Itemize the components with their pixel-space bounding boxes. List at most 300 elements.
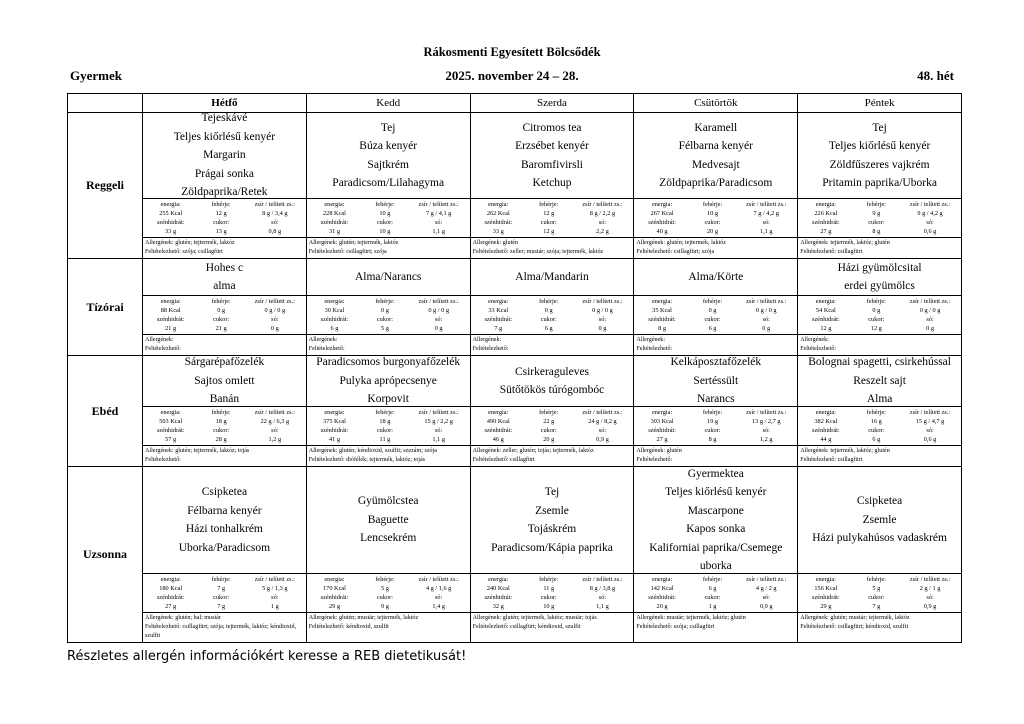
carb-value: 8 g [658,325,666,332]
possible-label: Feltételezhető: [800,457,837,463]
meal-row [68,467,962,643]
possible-allergen-line [309,456,468,465]
fat-label: zsír / telített zs.: [746,298,787,305]
salt-label: só: [434,594,443,601]
food-list [143,356,306,406]
meal-name: Tízórai [68,259,143,356]
possible-allergen-line [636,248,795,257]
food-item: Gyermektea [687,467,744,480]
fat-label: zsír / telített zs.: [418,298,459,305]
protein-value: 11 g [543,585,555,592]
carb-value: 32 g [492,603,504,610]
possible-label: Feltételezhető: [308,346,345,352]
possible-allergen-line [309,623,468,632]
corner-cell [68,94,143,113]
carb-label: szénhidrát: [156,427,185,434]
salt-value: 1,1 g [759,228,773,235]
energy-value: 156 Kcal [814,585,838,592]
salt-label: só: [762,594,770,601]
nutrition-grid [143,406,306,445]
fat-label: zsír / telített zs.: [909,409,951,416]
energy-label: energia: [160,201,181,208]
food-item: Lencsekrém [360,532,417,545]
carb-label: szénhidrát: [320,219,349,226]
allergen-info [798,237,961,258]
possible-label: Feltételezhető: [800,346,837,352]
food-item: Medvesajt [691,158,740,171]
sugar-label: cukor: [540,316,557,323]
fat-value: 0 g / 0 g [592,307,613,314]
salt-value: 0,6 g [923,436,937,443]
menu-cell [306,259,470,356]
protein-label: fehérje: [539,409,559,416]
fat-label: zsír / telített zs.: [254,201,295,208]
allergen-label: Allergének: [472,337,502,343]
meal-row [68,113,962,259]
salt-value: 0 g [434,325,443,332]
carb-label: szénhidrát: [812,427,840,434]
energy-value: 180 Kcal [159,585,183,592]
allergen-info [307,445,470,466]
energy-value: 267 Kcal [650,210,674,217]
energy-value: 255 Kcal [159,210,183,217]
carb-label: szénhidrát: [648,427,676,434]
nutrition-grid [798,406,961,445]
food-item: Csipketea [201,486,248,498]
protein-label: fehérje: [375,201,395,208]
carb-value: 12 g [820,325,832,332]
salt-value: 0 g [598,325,607,332]
food-item: Alma/Narancs [354,270,422,283]
allergen-label: Allergének: [308,337,338,343]
food-list [634,259,797,295]
possible-value: csillagfürt; szója [346,249,387,255]
sugar-value: 7 g [217,603,226,610]
salt-value: 0,9 g [596,436,609,443]
meal-row [68,259,962,356]
allergen-label: Allergének: [800,448,829,454]
sugar-label: cukor: [704,427,721,434]
allergen-line [145,239,304,248]
energy-label: energia: [488,201,509,208]
energy-value: 375 Kcal [323,418,346,425]
allergen-info [143,237,306,258]
food-item: Pritamin paprika/Uborka [822,177,937,189]
allergen-value: tejtermék, laktóz; glutén [830,448,890,454]
carb-value: 20 g [656,603,668,610]
allergen-label: Allergének: [472,448,502,454]
menu-cell [306,467,470,643]
possible-label: Feltételezhető: [800,624,837,630]
carb-value: 31 g [328,228,340,235]
carb-label: szénhidrát: [320,594,349,601]
meal-name: Reggeli [68,113,143,259]
allergen-info [143,334,306,355]
energy-value: 240 Kcal [486,585,510,592]
nutrition-grid [471,573,634,612]
menu-cell [470,113,634,259]
energy-label: energia: [651,409,673,416]
allergen-value: glutén; tejtermék, laktóz [666,240,726,246]
carb-label: szénhidrát: [648,316,676,323]
carb-label: szénhidrát: [812,594,840,601]
footer-note: Részletes allergén információkért keresse a REB dietetikusát! [67,649,467,664]
carb-label: szénhidrát: [156,219,185,226]
allergen-line [636,336,795,345]
protein-label: fehérje: [539,298,559,305]
salt-value: 1,2 g [268,436,282,443]
salt-label: só: [434,427,443,434]
allergen-label: Allergének: [308,448,338,454]
possible-allergen-line [473,345,632,354]
energy-label: energia: [160,298,181,305]
allergen-value: zeller; glutén; tojás; tejtermék, laktóz [502,448,594,454]
allergen-line [309,447,468,456]
salt-value: 0,8 g [268,228,282,235]
nutrition-grid [143,295,306,334]
sugar-label: cukor: [376,219,393,226]
menu-cell [798,467,962,643]
possible-value: csillagfürt [510,457,535,463]
energy-label: energia: [815,409,836,416]
possible-label: Feltételezhető: [308,624,345,630]
allergen-line [800,239,959,248]
carb-value: 27 g [165,603,177,610]
menu-cell [306,356,470,467]
protein-label: fehérje: [375,576,395,583]
food-item: Margarin [203,149,246,162]
allergen-info [307,237,470,258]
protein-value: 7 g [217,585,226,592]
sugar-label: cukor: [704,219,721,226]
food-list [143,259,306,295]
food-item: Sajtos omlett [194,374,255,387]
allergen-value: glutén [666,448,682,454]
salt-value: 1,1 g [432,228,445,235]
energy-value: 142 Kcal [650,585,674,592]
allergen-line [309,336,468,345]
carb-value: 27 g [820,228,832,235]
food-item: Baromfivirsli [521,158,583,171]
sugar-value: 28 g [215,436,227,443]
protein-label: fehérje: [211,298,231,305]
nutrition-grid [471,198,634,237]
allergen-label: Allergének: [472,240,502,246]
carb-label: szénhidrát: [484,427,513,434]
food-item: Teljes kiőrlésű kenyér [828,140,931,152]
nutrition-grid [798,198,961,237]
possible-label: Feltételezhető: [145,346,181,352]
salt-value: 1 g [270,603,279,610]
possible-value: kéndioxid, szulfit [346,624,389,630]
fat-value: 15 g / 2,2 g [424,418,453,425]
carb-label: szénhidrát: [320,427,349,434]
allergen-info [634,612,797,633]
food-item: Kaliforniai paprika/Csemege [649,541,783,554]
sugar-label: cukor: [213,427,230,434]
carb-label: szénhidrát: [648,594,676,601]
food-item: Baguette [367,513,409,526]
possible-allergen-line [145,456,304,465]
food-item: Teljes kiőrlésű kenyér [665,486,767,498]
fat-label: zsír / telített zs.: [254,409,295,416]
nutrition-grid [307,295,470,334]
day-header: Csütörtök [634,94,798,113]
salt-value: 0,6 g [923,228,937,235]
allergen-label: Allergének: [145,337,174,343]
energy-value: 54 Kcal [815,307,836,314]
fat-label: zsír / telített zs.: [746,201,787,208]
food-item: Alma/Körte [688,270,744,283]
food-list [798,259,961,295]
fat-value: 4 g / 2 g [755,585,777,592]
carb-label: szénhidrát: [156,594,185,601]
allergen-value: glutén; hal; mustár [175,615,221,621]
food-item: erdei gyümölcs [844,280,915,292]
fat-value: 0 g / 0 g [919,307,941,314]
allergen-value: glutén [502,240,519,246]
salt-value: 0 g [270,325,279,332]
salt-label: só: [598,316,607,323]
fat-value: 7 g / 4,1 g [425,210,452,217]
food-list [143,113,306,198]
allergen-info [143,612,306,642]
sugar-value: 8 g [872,228,881,235]
sugar-value: 10 g [379,228,391,235]
salt-label: só: [271,219,279,226]
fat-label: zsír / telített zs.: [582,409,623,416]
protein-label: fehérje: [375,298,395,305]
allergen-value: glutén; tejtermék, laktóz [338,240,399,246]
food-item: Sertéssült [693,374,739,387]
carb-value: 33 g [492,228,504,235]
allergen-line [145,336,304,345]
carb-label: szénhidrát: [484,219,513,226]
sugar-value: 12 g [870,325,882,332]
energy-label: energia: [160,409,181,416]
menu-cell [798,259,962,356]
food-list [471,356,634,406]
salt-value: 0 g [762,325,771,332]
nutrition-grid [798,573,961,612]
possible-value: szója; csillagfürt [673,624,715,630]
allergen-info [798,334,961,355]
carb-value: 21 g [165,325,177,332]
allergen-label: Allergének: [145,240,174,246]
allergen-line [636,447,795,456]
carb-label: szénhidrát: [156,316,185,323]
protein-value: 16 g [870,418,882,425]
allergen-info [307,334,470,355]
protein-value: 18 g [215,418,227,425]
protein-label: fehérje: [866,576,886,583]
food-item: Banán [209,393,240,406]
allergen-value: tejtermék, laktóz; glutén [830,240,890,246]
salt-label: só: [762,219,770,226]
sugar-value: 8 g [708,436,717,443]
food-list [307,467,470,573]
allergen-value: glutén; tejtermék, laktóz; tojás [175,448,250,454]
carb-value: 29 g [328,603,340,610]
possible-value: csillagfürt; kéndioxid, szulfit [837,624,909,630]
fat-label: zsír / telített zs.: [746,409,787,416]
menu-cell [143,467,307,643]
allergen-info [634,237,797,258]
food-item: Búza kenyér [359,140,418,152]
salt-label: só: [926,316,934,323]
food-item: Csirkeraguleves [514,365,590,378]
possible-label: Feltételezhető: [800,249,837,255]
sugar-value: 5 g [380,325,389,332]
food-list [471,259,634,295]
food-item: Zsemle [862,513,897,526]
possible-label: Feltételezhető: [308,457,345,463]
food-list [634,113,797,198]
allergen-info [634,445,797,466]
salt-value: 1,1 g [432,436,445,443]
sugar-value: 7 g [872,603,881,610]
fat-label: zsír / telített zs.: [909,576,951,583]
sugar-value: 6 g [544,325,553,332]
possible-value: szója; csillagfürt [182,249,223,255]
sugar-value: 21 g [215,325,227,332]
salt-value: 0 g [926,325,934,332]
energy-value: 262 Kcal [486,210,510,217]
nutrition-grid [143,573,306,612]
carb-value: 57 g [165,436,177,443]
allergen-info [634,334,797,355]
protein-value: 0 g [708,307,717,314]
fat-value: 4 g / 1,6 g [425,585,452,592]
possible-value: zeller; mustár; szója; tejtermék, laktóz [510,249,604,255]
allergen-line [800,614,959,623]
allergen-info [143,445,306,466]
sugar-label: cukor: [376,594,393,601]
allergen-info [471,612,634,633]
document-title: Rákosmenti Egyesített Bölcsődék [423,45,601,59]
allergen-value: glutén; tejtermék, laktóz; mustár; tojás [502,615,597,621]
protein-label: fehérje: [539,201,559,208]
food-item: Tejeskávé [201,112,248,125]
week-number: 48. hét [917,68,954,83]
sugar-value: 12 g [543,228,555,235]
sugar-label: cukor: [213,316,230,323]
sugar-label: cukor: [376,427,393,434]
protein-value: 5 g [380,585,389,592]
food-item: Paradicsomos burgonyafőzelék [316,356,461,369]
sugar-label: cukor: [540,219,557,226]
food-list [634,356,797,406]
allergen-label: Allergének: [800,615,829,621]
possible-label: Feltételezhető: [636,457,673,463]
energy-label: energia: [488,298,509,305]
energy-label: energia: [324,298,345,305]
food-list [307,356,470,406]
sugar-label: cukor: [704,594,721,601]
protein-label: fehérje: [211,576,231,583]
menu-cell [798,356,962,467]
salt-label: só: [598,219,607,226]
possible-label: Feltételezhető: [636,249,673,255]
sugar-label: cukor: [540,594,557,601]
menu-cell [798,113,962,259]
sugar-label: cukor: [376,316,393,323]
fat-label: zsír / telített zs.: [418,409,459,416]
allergen-line [800,447,959,456]
energy-label: energia: [160,576,181,583]
food-list [798,356,961,406]
fat-value: 0 g / 0 g [264,307,286,314]
carb-label: szénhidrát: [812,316,840,323]
food-item: Karamell [694,121,738,134]
allergen-label: Allergének: [800,240,829,246]
fat-value: 2 g / 1 g [919,585,941,592]
nutrition-grid [307,573,470,612]
menu-cell [634,259,798,356]
protein-label: fehérje: [866,298,886,305]
possible-label: Feltételezhető: [308,249,345,255]
food-item: Erzsébet kenyér [515,140,589,152]
possible-value: diófélék; tejtermék, laktóz; tojás [346,457,426,463]
possible-allergen-line [800,248,959,257]
protein-value: 6 g [708,585,717,592]
food-item: Tej [872,121,887,134]
energy-value: 33 Kcal [488,307,509,314]
fat-value: 8 g / 3,4 g [262,210,288,217]
allergen-info [307,612,470,633]
salt-value: 0,9 g [923,603,937,610]
food-item: Gyümölcstea [357,495,419,508]
food-item: Kapos sonka [686,523,746,535]
carb-label: szénhidrát: [648,219,676,226]
possible-label: Feltételezhető: [472,249,509,255]
protein-value: 12 g [215,210,227,217]
carb-value: 29 g [820,603,832,610]
allergen-label: Allergének: [800,337,829,343]
energy-value: 88 Kcal [160,307,181,314]
sugar-label: cukor: [868,427,885,434]
fat-label: zsír / telített zs.: [254,298,295,305]
day-header: Kedd [306,94,470,113]
menu-cell [470,259,634,356]
menu-cell [143,113,307,259]
allergen-line [309,614,468,623]
salt-label: só: [598,594,607,601]
food-item: Félbarna kenyér [187,504,262,517]
possible-allergen-line [636,623,795,632]
day-header: Péntek [798,94,962,113]
food-item: Házi tonhalkrém [185,523,263,535]
protein-value: 18 g [379,418,391,425]
energy-value: 228 Kcal [323,210,346,217]
food-list [798,113,961,198]
protein-label: fehérje: [539,576,559,583]
carb-label: szénhidrát: [484,594,513,601]
allergen-label: Allergének: [308,240,338,246]
food-list [471,113,634,198]
food-list [798,467,961,573]
protein-label: fehérje: [702,201,723,208]
sugar-label: cukor: [213,594,230,601]
carb-value: 41 g [328,436,340,443]
allergen-label: Allergének: [145,448,174,454]
menu-cell [306,113,470,259]
food-list [307,259,470,295]
allergen-line [145,614,304,623]
energy-value: 170 Kcal [323,585,346,592]
fat-label: zsír / telített zs.: [418,576,459,583]
protein-value: 10 g [707,210,719,217]
